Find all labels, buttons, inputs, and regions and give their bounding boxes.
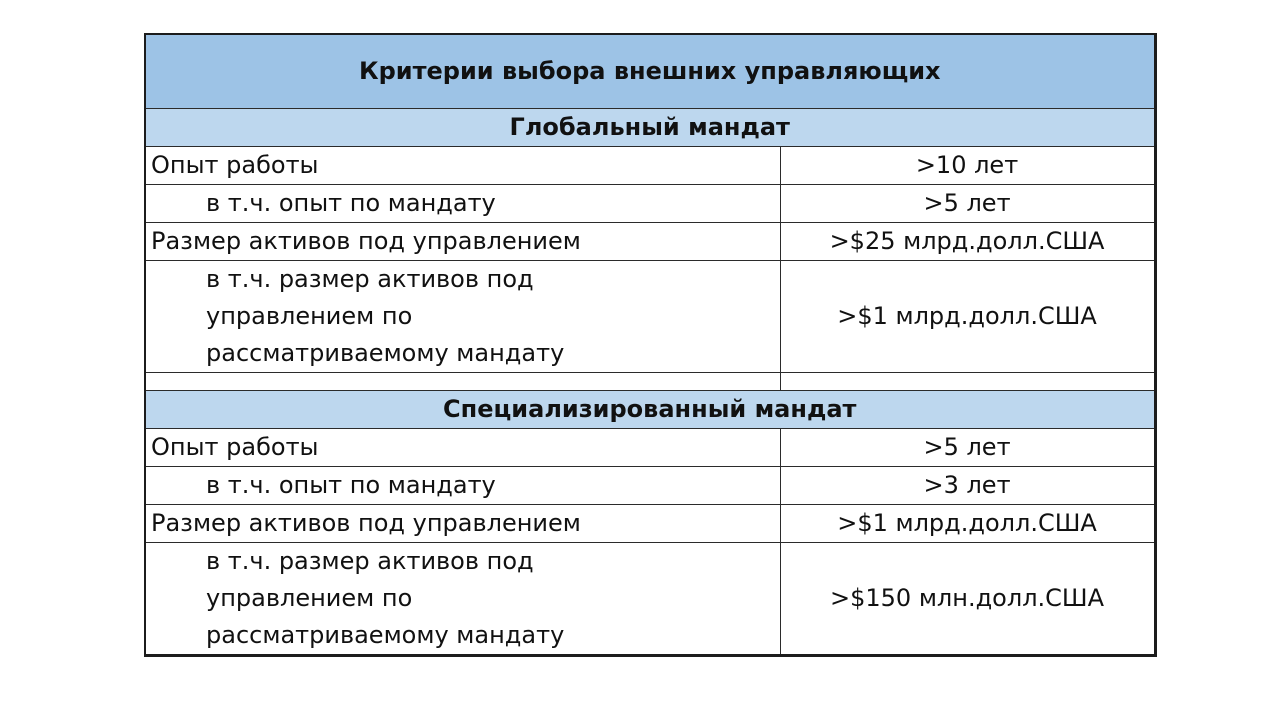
criterion-line: управлением по: [206, 302, 413, 330]
value-cell: >$150 млн.долл.США: [780, 543, 1155, 656]
table-row: [145, 261, 1155, 373]
criteria-table: [144, 33, 1157, 657]
criterion-line: управлением по: [206, 584, 413, 612]
table-row: [145, 543, 1155, 656]
criterion-line: в т.ч. размер активов под: [206, 265, 534, 293]
value-cell: >$1 млрд.долл.США: [780, 505, 1155, 543]
section-heading-specialized: Специализированный мандат: [145, 391, 1155, 429]
table-row: [145, 505, 1155, 543]
table-title-row: [145, 34, 1155, 109]
criterion-cell: Опыт работы: [145, 429, 780, 467]
value-cell: >10 лет: [780, 147, 1155, 185]
value-cell: >$25 млрд.долл.США: [780, 223, 1155, 261]
table-row: [145, 147, 1155, 185]
value-cell: >5 лет: [780, 185, 1155, 223]
value-cell: >5 лет: [780, 429, 1155, 467]
spacer-cell: [780, 373, 1155, 391]
value-cell: >$1 млрд.долл.США: [780, 261, 1155, 373]
criterion-line: в т.ч. размер активов под: [206, 547, 534, 575]
spacer-cell: [145, 373, 780, 391]
value-cell: >3 лет: [780, 467, 1155, 505]
criterion-cell: [145, 261, 780, 373]
criterion-cell: [145, 543, 780, 656]
criterion-cell: Размер активов под управлением: [145, 505, 780, 543]
section-header-row: [145, 109, 1155, 147]
criterion-cell: Опыт работы: [145, 147, 780, 185]
table-row: [145, 467, 1155, 505]
criterion-cell: в т.ч. опыт по мандату: [145, 467, 780, 505]
criterion-cell: Размер активов под управлением: [145, 223, 780, 261]
spacer-row: [145, 373, 1155, 391]
section-heading-global: Глобальный мандат: [145, 109, 1155, 147]
section-header-row: [145, 391, 1155, 429]
table-title: Критерии выбора внешних управляющих: [145, 34, 1155, 109]
table-row: [145, 429, 1155, 467]
criterion-cell: в т.ч. опыт по мандату: [145, 185, 780, 223]
criterion-line: рассматриваемому мандату: [206, 339, 565, 367]
table-row: [145, 223, 1155, 261]
table-row: [145, 185, 1155, 223]
criterion-line: рассматриваемому мандату: [206, 621, 565, 649]
